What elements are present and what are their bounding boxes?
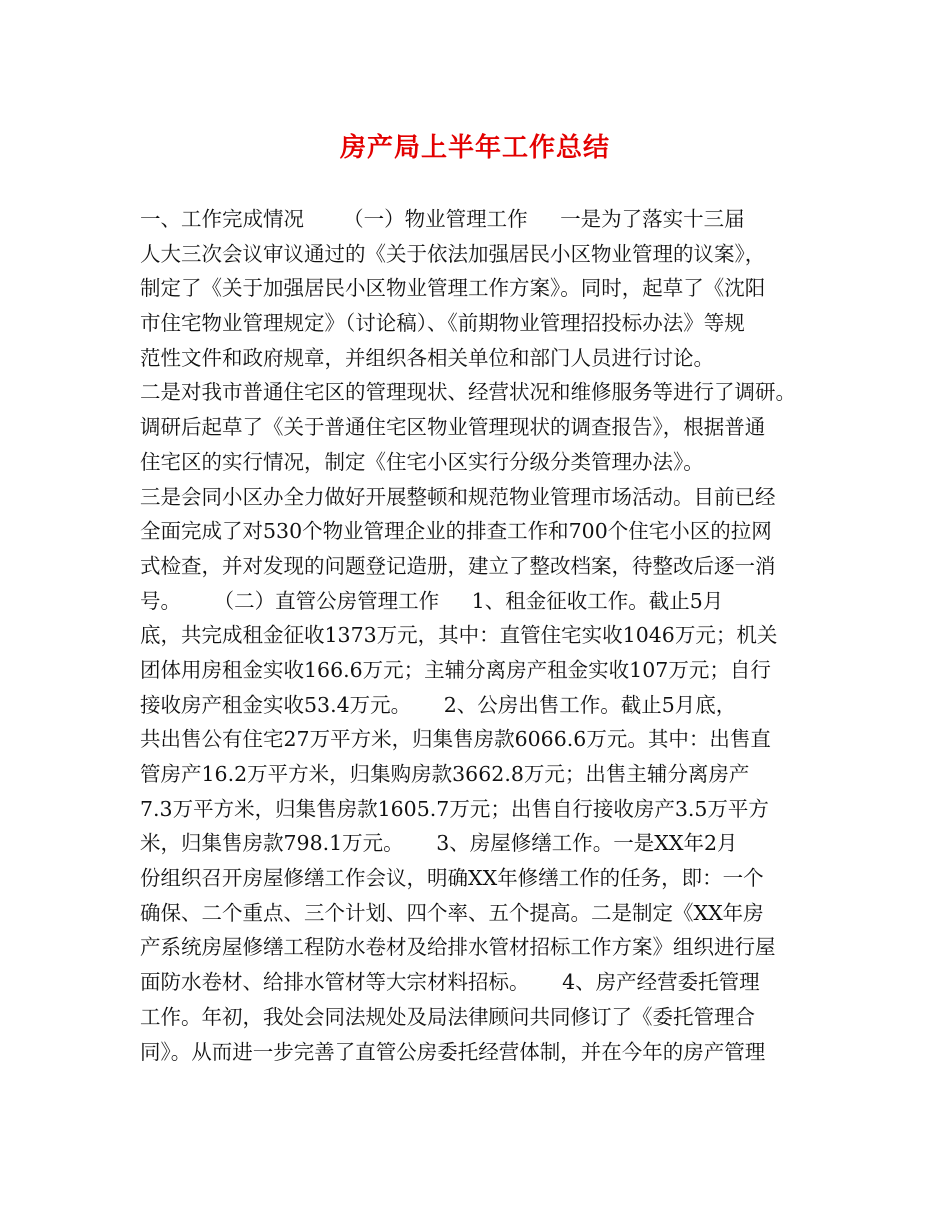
body-line: 份组织召开房屋修缮工作会议，明确XX年修缮工作的任务，即：一个 — [140, 866, 764, 891]
body-line: 共出售公有住宅27万平方米，归集售房款6066.6万元。其中：出售直 — [140, 727, 771, 752]
body-line: 底，共完成租金征收1373万元，其中：直管住宅实收1046万元；机关 — [140, 623, 778, 648]
document-body — [140, 202, 820, 1069]
document-title: 房产局上半年工作总结 — [339, 133, 610, 163]
body-line: 工作。年初，我处会同法规处及局法律顾问共同修订了《委托管理合 — [140, 1004, 755, 1029]
body-line: 范性文件和政府规章，并组织各相关单位和部门人员进行讨论。 — [140, 345, 714, 370]
body-line: 管房产16.2万平方米，归集购房款3662.8万元；出售主辅分离房产 — [140, 762, 750, 786]
body-line: 三是会同小区办全力做好开展整顿和规范物业管理市场活动。目前已经 — [140, 484, 776, 509]
body-line: 米，归集售房款798.1万元。 3、房屋修缮工作。一是XX年2月 — [140, 831, 738, 856]
body-line: 7.3万平方米，归集售房款1605.7万元；出售自行接收房产3.5万平方 — [140, 796, 769, 821]
body-line: 确保、二个重点、三个计划、四个率、五个提高。二是制定《XX年房 — [140, 900, 764, 925]
body-line: 面防水卷材、给排水管材等大宗材料招标。 4、房产经营委托管理 — [140, 970, 760, 995]
body-line: 全面完成了对530个物业管理企业的排查工作和700个住宅小区的拉网 — [140, 519, 772, 544]
body-line: 住宅区的实行情况，制定《住宅小区实行分级分类管理办法》。 — [140, 449, 704, 474]
body-line: 二是对我市普通住宅区的管理现状、经营状况和维修服务等进行了调研。 — [140, 380, 796, 405]
body-line: 接收房产租金实收53.4万元。 2、公房出售工作。截止5月底， — [140, 692, 737, 717]
body-line: 人大三次会议审议通过的《关于依法加强居民小区物业管理的议案》， — [140, 241, 766, 266]
body-line: 同》。从而进一步完善了直管公房委托经营体制，并在今年的房产管理 — [140, 1039, 766, 1064]
body-line: 产系统房屋修缮工程防水卷材及给排水管材招标工作方案》组织进行屋 — [140, 935, 776, 960]
body-line: 市住宅物业管理规定》（讨论稿）、《前期物业管理招投标办法》等规 — [140, 311, 745, 336]
body-line: 一、工作完成情况 （一）物业管理工作 一是为了落实十三届 — [140, 207, 745, 231]
body-line: 号。 （二）直管公房管理工作 1、租金征收工作。截止5月 — [140, 588, 724, 613]
body-line: 制定了《关于加强居民小区物业管理工作方案》。同时，起草了《沈阳 — [140, 276, 766, 301]
body-line: 团体用房租金实收166.6万元；主辅分离房产租金实收107万元；自行 — [140, 657, 771, 682]
body-line: 式检查，并对发现的问题登记造册，建立了整改档案，待整改后逐一消 — [140, 553, 776, 578]
body-line: 调研后起草了《关于普通住宅区物业管理现状的调查报告》，根据普通 — [140, 415, 766, 440]
